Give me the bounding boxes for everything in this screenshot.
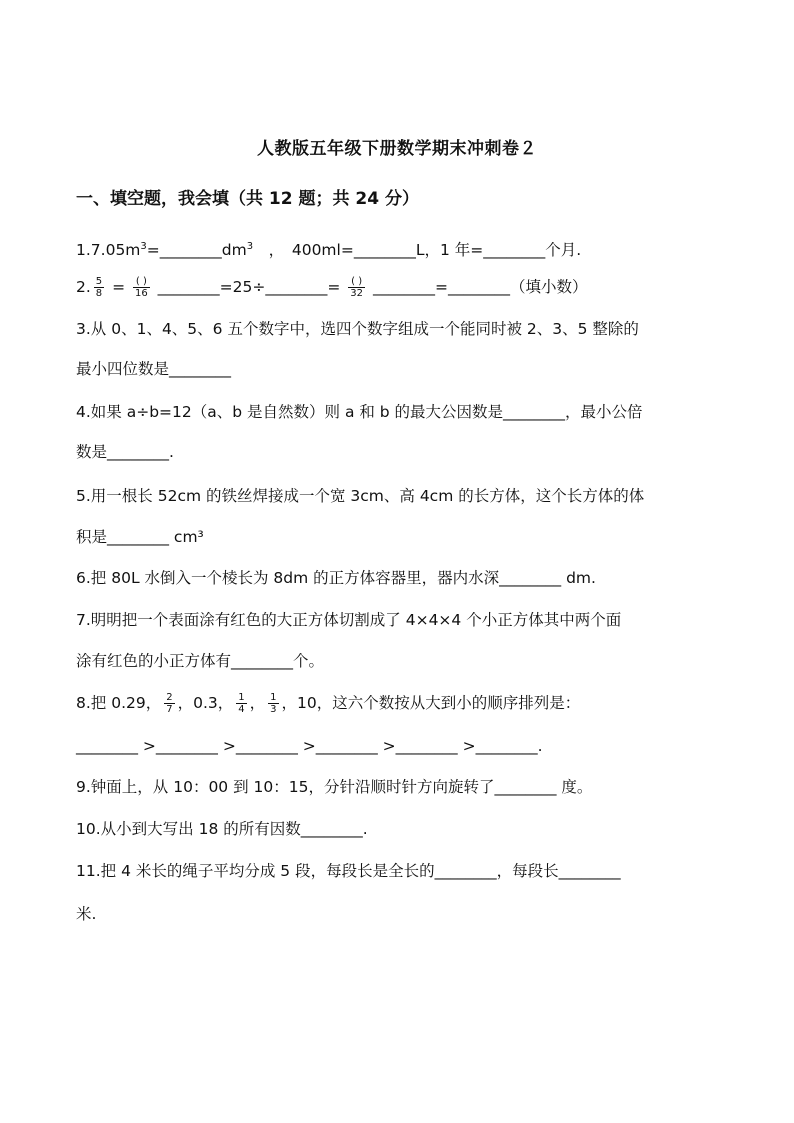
question-3-line-1: 3.从 0、1、4、5、6 五个数字中，选四个数字组成一个能同时被 2、3、5 整除的 [76, 320, 639, 338]
q1-part-e: ， 400ml=________L，1 年=________个月. [253, 241, 582, 260]
question-1 [76, 236, 726, 261]
question-11-line-2: 米. [76, 905, 97, 923]
q2-eq1: = [107, 278, 131, 296]
q8-fraction-2 [236, 692, 246, 715]
q8-f2-denominator: 4 [238, 704, 245, 715]
q2-fraction-1 [94, 276, 104, 299]
question-8-line-1 [76, 692, 726, 715]
q2-f2-denominator: 16 [135, 288, 148, 299]
q1-part-c: =________dm [146, 241, 247, 260]
q2-f3-denominator: 32 [350, 288, 364, 299]
q8-fraction-3 [268, 692, 278, 715]
question-7-line-2: 涂有红色的小正方体有________个。 [76, 652, 325, 670]
question-2 [76, 276, 726, 299]
q8-f1-numerator: 2 [166, 692, 173, 703]
question-11-line-1: 11.把 4 米长的绳子平均分成 5 段，每段长是全长的________，每段长________ [76, 862, 621, 880]
question-4-line-1: 4.如果 a÷b=12（a、b 是自然数）则 a 和 b 的最大公因数是________，最小公倍 [76, 403, 643, 421]
q2-fraction-3 [348, 276, 365, 299]
q2-fraction-2 [133, 276, 150, 299]
question-10: 10.从小到大写出 18 的所有因数________. [76, 820, 368, 838]
question-9: 9.钟面上，从 10：00 到 10：15，分针沿顺时针方向旋转了________ 度。 [76, 778, 593, 796]
q2-f3-numerator: ( ) [348, 276, 365, 288]
q8-part-c: ， [249, 694, 266, 712]
q8-f2-numerator: 1 [238, 692, 245, 703]
q2-suffix: ________=________（填小数） [368, 278, 588, 296]
q2-mid: ________=25÷________= [152, 278, 346, 296]
q8-part-d: ，10，这六个数按从大到小的顺序排列是： [281, 694, 581, 712]
q8-fraction-1 [164, 692, 174, 715]
q8-part-b: ，0.3， [177, 694, 234, 712]
q2-f1-denominator: 8 [95, 288, 103, 299]
question-8-line-2: ________ >________ >________ >________ >________ >________. [76, 737, 543, 755]
q1-part-a: 1.7.05m [76, 241, 141, 260]
question-4-line-2: 数是________. [76, 443, 174, 461]
q8-f3-numerator: 1 [270, 692, 277, 703]
question-7-line-1: 7.明明把一个表面涂有红色的大正方体切割成了 4×4×4 个小正方体其中两个面 [76, 611, 622, 629]
q8-f3-denominator: 3 [270, 704, 277, 715]
q2-prefix: 2. [76, 278, 91, 296]
q2-f2-numerator: ( ) [133, 276, 150, 288]
page-title: 人教版五年级下册数学期末冲刺卷２ [257, 139, 537, 159]
q8-f1-denominator: 7 [166, 704, 173, 715]
question-3-line-2: 最小四位数是________ [76, 360, 232, 378]
q1-exp-2: 3 [246, 241, 254, 252]
question-5-line-1: 5.用一根长 52cm 的铁丝焊接成一个宽 3cm、高 4cm 的长方体，这个长方体的体 [76, 487, 645, 505]
q2-f1-numerator: 5 [95, 276, 103, 287]
q1-exp-1: 3 [140, 241, 147, 252]
section-heading: 一、填空题，我会填（共 12 题；共 24 分） [76, 189, 419, 209]
q8-part-a: 8.把 0.29， [76, 694, 162, 712]
question-5-line-2: 积是________ cm³ [76, 528, 204, 546]
question-6: 6.把 80L 水倒入一个棱长为 8dm 的正方体容器里，器内水深________ dm. [76, 569, 596, 587]
